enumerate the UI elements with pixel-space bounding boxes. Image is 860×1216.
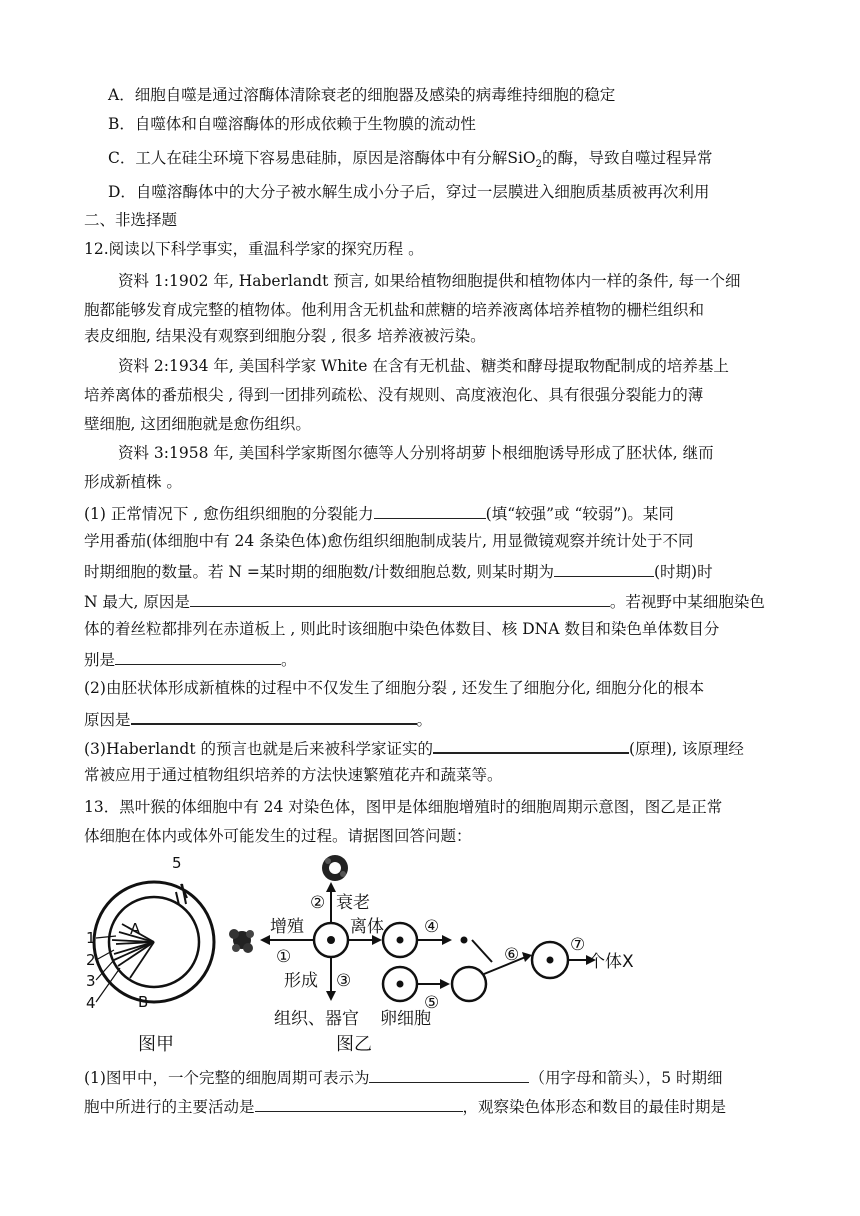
q13-sub1-text-b: （用字母和箭头），5 时期细 — [529, 1069, 723, 1087]
q12-material3-line1: 资料 3:1958 年, 美国科学家斯图尔德等人分别将胡萝卜根细胞诱导形成了胚状体, 继而 — [118, 444, 714, 462]
proliferated-cells-cluster — [229, 929, 254, 953]
q12-material2-line3: 壁细胞, 这团细胞就是愈伤组织。 — [84, 415, 311, 433]
figure-svg — [84, 852, 684, 1060]
enucleated-egg — [452, 967, 486, 1001]
q12-sub1-text-h: 。 — [281, 651, 297, 669]
q12-sub1-line6 — [84, 648, 297, 670]
q13-sub1-text-c: 胞中所进行的主要活动是 — [84, 1098, 255, 1116]
q12-sub3-text-a: (3)Haberlandt 的预言也就是后来被科学家证实的 — [84, 740, 433, 758]
nucleus-transfer — [461, 937, 468, 944]
somatic-cell-nucleus — [327, 936, 335, 944]
section-heading: 二、非选择题 — [84, 211, 178, 229]
answer-blank-division-ability[interactable] — [374, 502, 486, 519]
phase-label-5: 5 — [172, 854, 182, 872]
arrowhead-4 — [442, 935, 452, 945]
q12-sub1-line4 — [84, 590, 765, 612]
q12-sub2-line1: (2)由胚状体形成新植株的过程中不仅发生了细胞分裂 , 还发生了细胞分化, 细胞分化的根本 — [84, 679, 705, 697]
q12-sub1-line5: 体的着丝粒都排列在赤道板上 , 则此时该细胞中染色体数目、核 DNA 数目和染色单体数目分 — [84, 620, 720, 638]
answer-blank-principle[interactable] — [433, 736, 629, 754]
phase-label-2: 2 — [86, 951, 96, 969]
label-b: B — [138, 993, 149, 1011]
q11-option-d: D．自噬溶酶体中的大分子被水解生成小分子后，穿过一层膜进入细胞质基质被再次利用 — [108, 183, 710, 201]
q13-sub1-text-d: ，观察染色体形态和数目的最佳时期是 — [462, 1098, 727, 1116]
figure-yi — [229, 855, 634, 1055]
q12-sub1-text-c: 时期细胞的数量。若 N =某时期的细胞数/计数细胞总数, 则某时期为 — [84, 563, 554, 581]
pointer-1 — [96, 936, 116, 938]
q11-option-a: A．细胞自噬是通过溶酶体清除衰老的细胞器及感染的病毒维持细胞的稳定 — [108, 86, 616, 104]
q12-sub2-text-a: 原因是 — [84, 711, 131, 729]
arrowhead-senesce — [326, 882, 336, 892]
q11-option-c — [108, 148, 713, 175]
pointer-4 — [96, 968, 120, 1002]
label-tissue-organ: 组织、器官 — [274, 1009, 359, 1029]
circle-num-7: ⑦ — [570, 935, 586, 955]
circle-num-5: ⑤ — [424, 993, 440, 1013]
q12-material1-line1: 资料 1:1902 年, Haberlandt 预言, 如果给植物细胞提供和植物体内一样的条件, 每一个细 — [118, 272, 741, 290]
q12-sub2-line2 — [84, 707, 432, 730]
arrow-to-fuse-a — [472, 940, 492, 962]
answer-blank-phase5-activity[interactable] — [255, 1095, 463, 1112]
q12-sub1-text-d: (时期)时 — [653, 563, 713, 581]
answer-blank-cell-cycle[interactable] — [369, 1066, 529, 1083]
label-egg-cell: 卵细胞 — [380, 1009, 431, 1029]
label-isolate: 离体 — [350, 917, 384, 937]
figure-jia — [86, 854, 214, 1055]
q12-material2-line2: 培养离体的番茄根尖 , 得到一团排列疏松、没有规则、高度液泡化、具有很强分裂能力的薄 — [84, 386, 704, 404]
caption-yi: 图乙 — [336, 1034, 372, 1055]
arrowhead-6 — [522, 952, 532, 962]
arrowhead-proliferate — [260, 935, 270, 945]
q12-material1-line2: 胞都能够发育成完整的植物体。他利用含无机盐和蔗糖的培养液离体培养植物的栅栏组织和 — [84, 301, 705, 319]
q12-sub1-text-g: 别是 — [84, 651, 116, 669]
arrowhead-form — [326, 991, 336, 1001]
q11-option-c-post: 的酶，导致自噬过程异常 — [542, 149, 713, 167]
q12-intro: 12.阅读以下科学事实，重温科学家的探究历程 。 — [84, 240, 424, 258]
q12-material2-line1: 资料 2:1934 年, 美国科学家 White 在含有无机盐、糖类和酵母提取物配制成的培养基上 — [118, 357, 729, 375]
circle-num-3: ③ — [336, 971, 352, 991]
egg-cell-nucleus — [397, 981, 404, 988]
q12-sub1-text-f: 。若视野中某细胞染色 — [609, 593, 765, 611]
q12-sub1-text-e: N 最大, 原因是 — [84, 593, 190, 611]
q12-sub3-line1 — [84, 736, 744, 759]
circle-num-2: ② — [310, 893, 326, 913]
label-a: A — [130, 920, 141, 938]
q12-sub1-line2: 学用番茄(体细胞中有 24 条染色体)愈伤组织细胞制成装片, 用显微镜观察并统计处于不同 — [84, 532, 694, 550]
q11-option-b: B．自噬体和自噬溶酶体的形成依赖于生物膜的流动性 — [108, 115, 476, 133]
q12-sub1-line1 — [84, 502, 674, 524]
q12-sub1-text-b: (填“较强”或 “较弱”)。某同 — [485, 505, 674, 523]
circle-num-4: ④ — [424, 917, 440, 937]
caption-jia: 图甲 — [138, 1034, 174, 1055]
label-individual-x: 个体X — [588, 952, 634, 972]
q12-material3-line2: 形成新植株 。 — [84, 473, 182, 491]
label-senesce: 衰老 — [336, 893, 370, 913]
reconstructed-cell-nucleus — [547, 957, 554, 964]
q13-line2: 体细胞在体内或体外可能发生的过程。请据图回答问题： — [84, 827, 472, 845]
answer-blank-differentiation-cause[interactable] — [131, 707, 417, 725]
answer-blank-reason[interactable] — [190, 590, 610, 607]
senescent-cell — [322, 855, 348, 881]
phase-label-3: 3 — [86, 972, 96, 990]
answer-blank-counts[interactable] — [115, 648, 281, 665]
figure-cell-cycle-and-processes — [84, 852, 684, 1060]
arrowhead-5 — [440, 979, 450, 989]
q12-sub2-text-b: 。 — [416, 711, 433, 729]
label-form: 形成 — [284, 971, 318, 991]
q13-sub1-text-a: (1)图甲中，一个完整的细胞周期可表示为 — [84, 1069, 370, 1087]
circle-num-6: ⑥ — [504, 945, 520, 965]
phase-label-4: 4 — [86, 994, 96, 1012]
q13-sub1-line1 — [84, 1066, 723, 1088]
q11-option-c-pre: C．工人在硅尘环境下容易患硅肺，原因是溶酶体中有分解SiO — [108, 149, 536, 167]
isolated-cell-nucleus — [397, 937, 404, 944]
phase-label-1: 1 — [86, 929, 96, 947]
q12-sub1-line3 — [84, 560, 713, 582]
label-proliferate: 增殖 — [270, 917, 304, 937]
q12-sub3-text-b: (原理), 该原理经 — [628, 740, 744, 758]
q12-sub1-text-a: (1) 正常情况下 , 愈伤组织细胞的分裂能力 — [84, 505, 374, 523]
q13-line1: 13．黑叶猴的体细胞中有 24 对染色体，图甲是体细胞增殖时的细胞周期示意图，图乙是正常 — [84, 798, 723, 816]
answer-blank-phase[interactable] — [554, 560, 654, 577]
q11-option-c-sub: 2 — [535, 159, 543, 171]
q13-sub1-line2 — [84, 1095, 726, 1117]
q12-material1-line3: 表皮细胞, 结果没有观察到细胞分裂 , 很多 培养液被污染。 — [84, 327, 486, 345]
phase-line-4 — [118, 942, 154, 966]
circle-num-1: ① — [276, 947, 292, 967]
q12-sub3-line2: 常被应用于通过植物组织培养的方法快速繁殖花卉和蔬菜等。 — [84, 766, 503, 784]
